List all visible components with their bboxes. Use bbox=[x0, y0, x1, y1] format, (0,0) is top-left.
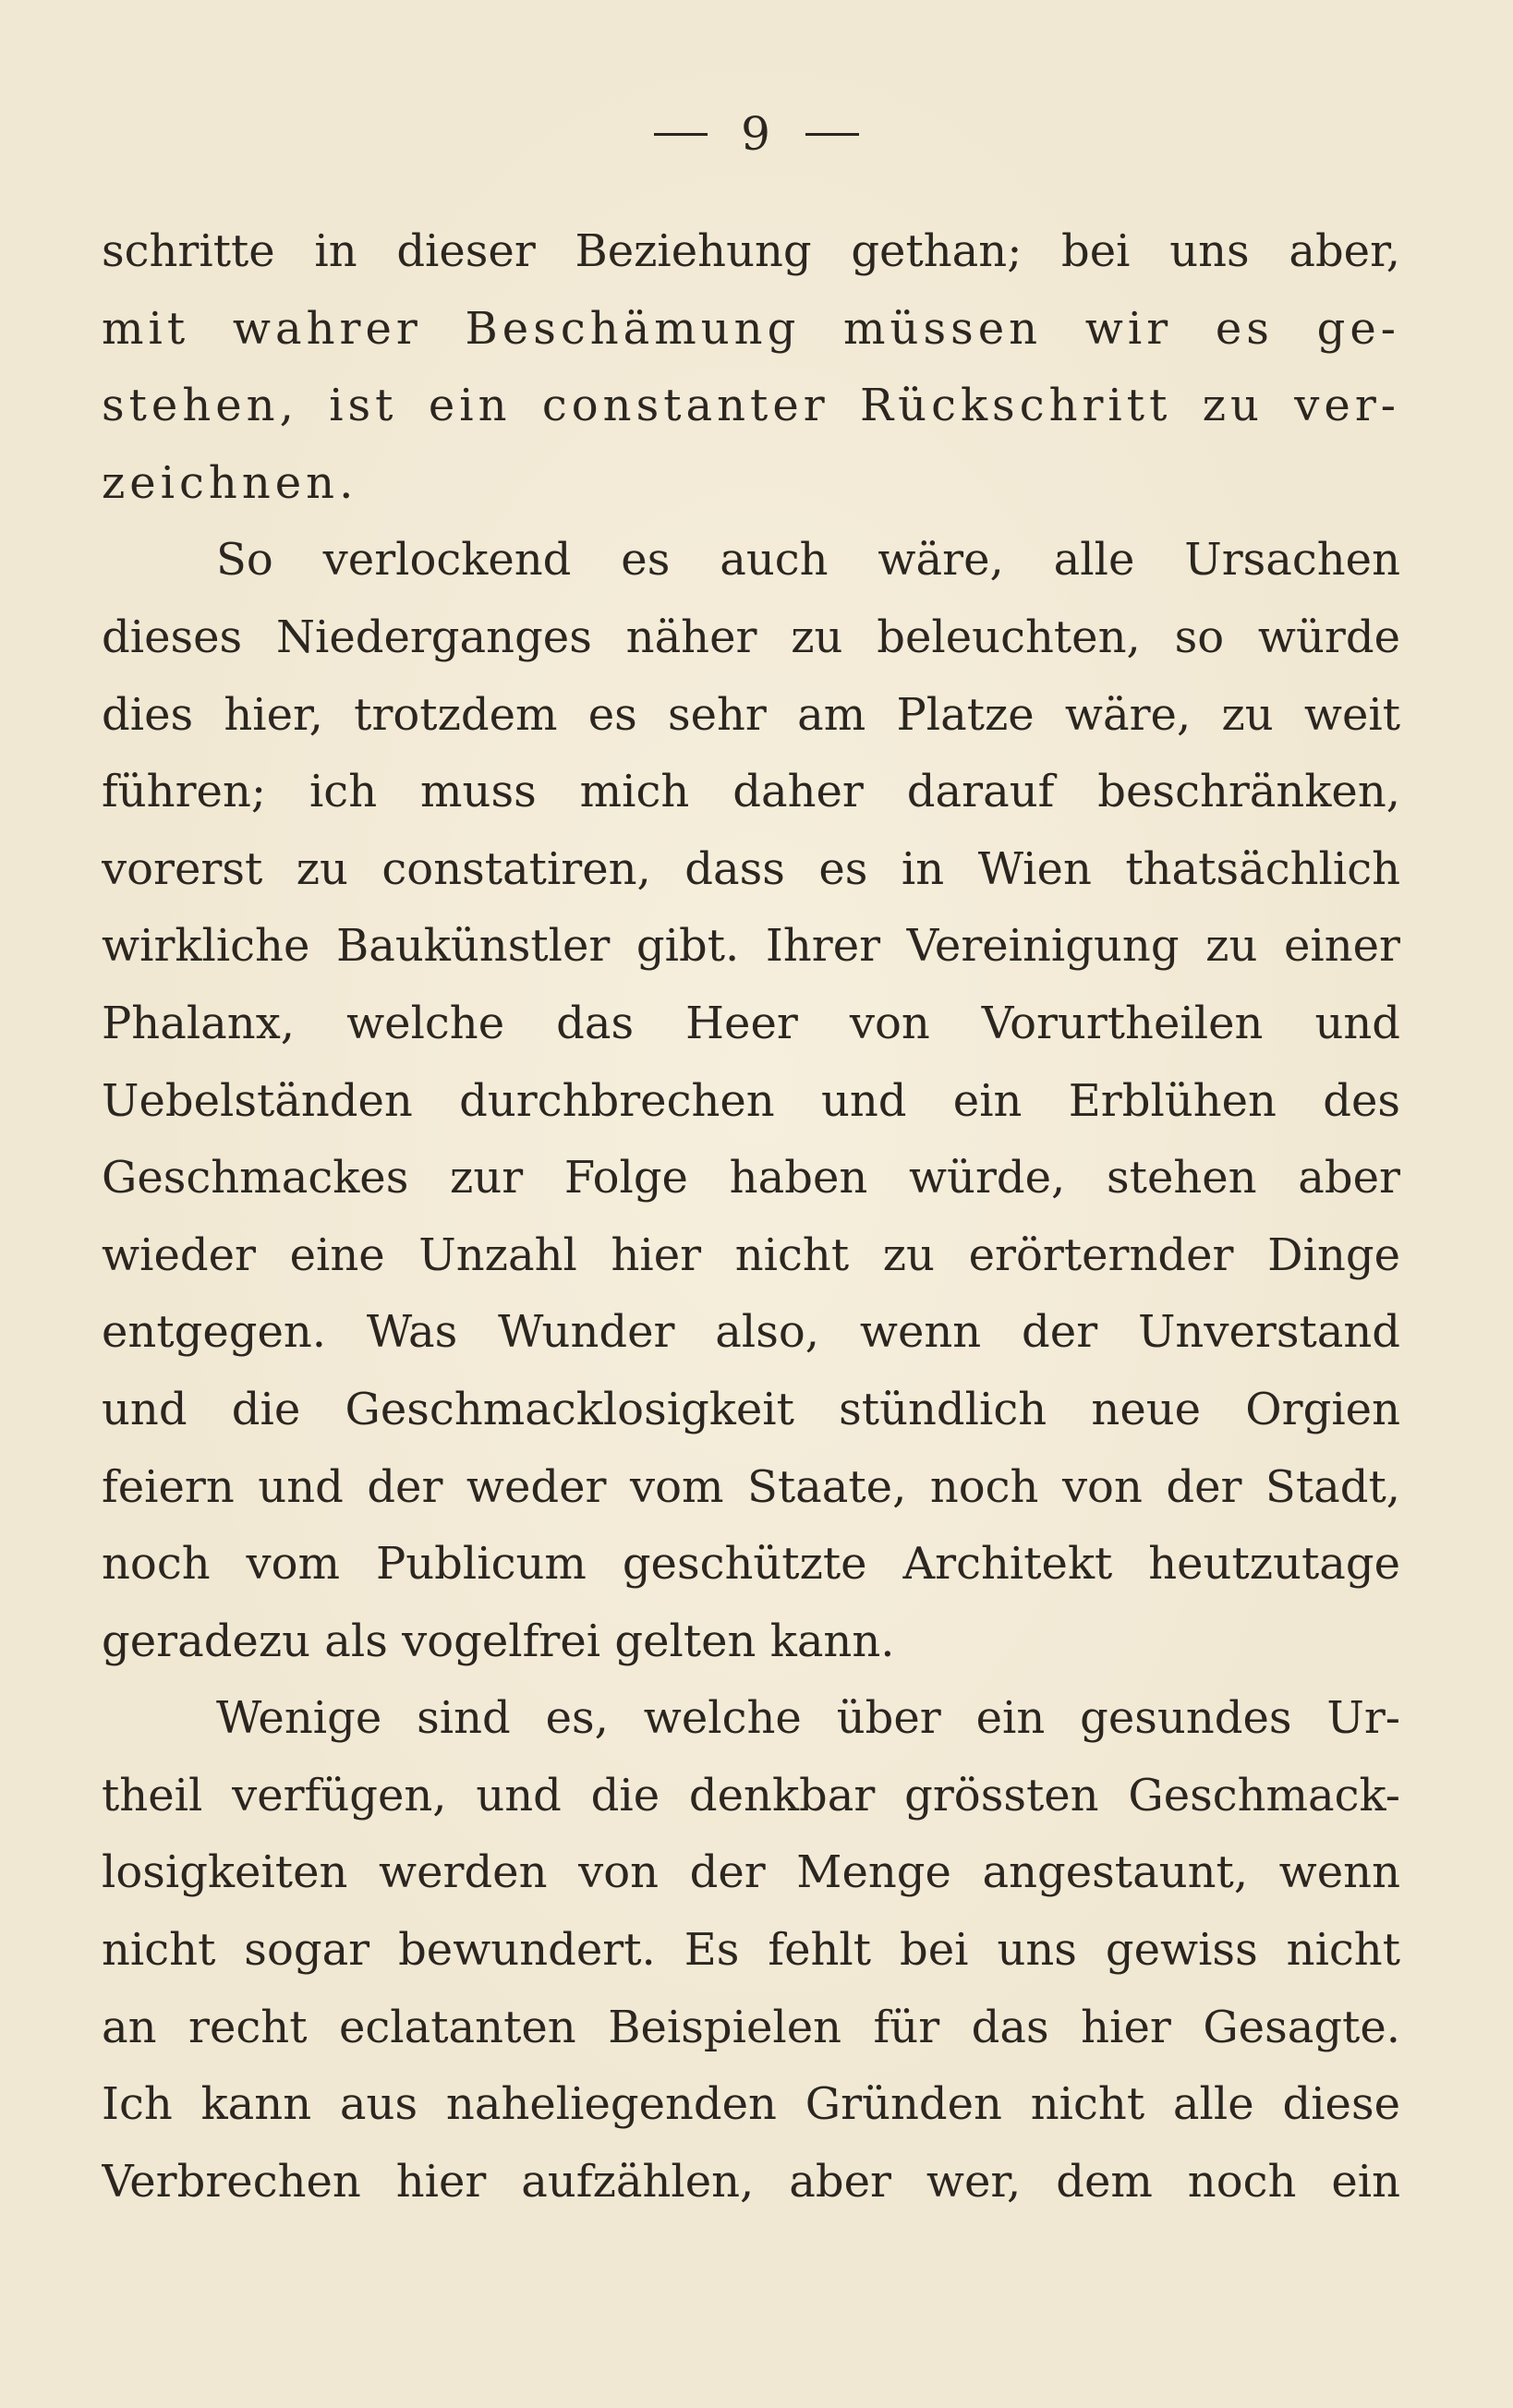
header-dash-left bbox=[654, 133, 708, 136]
header-dash-right bbox=[805, 133, 859, 136]
text-line: So verlockend es auch wäre, alle Ursachen bbox=[216, 534, 1400, 587]
text-line: noch vom Publicum geschützte Architekt heutzutage bbox=[102, 1538, 1400, 1591]
text-line: führen; ich muss mich daher darauf beschränken, bbox=[102, 766, 1400, 818]
text-line: mit wahrer Beschämung müssen wir es ge- bbox=[102, 302, 1400, 355]
text-line: Verbrechen hier aufzählen, aber wer, dem noch ein bbox=[102, 2155, 1400, 2208]
body-text bbox=[102, 213, 1400, 2220]
text-line: stehen, ist ein constanter Rückschritt zu ver- bbox=[102, 380, 1400, 432]
text-line: theil verfügen, und die denkbar grössten Geschmack- bbox=[102, 1769, 1400, 1821]
text-line: geradezu als vogelfrei gelten kann. bbox=[102, 1615, 895, 1667]
text-line: losigkeiten werden von der Menge angestaunt, wenn bbox=[102, 1846, 1400, 1899]
text-line: dieses Niederganges näher zu beleuchten, so würde bbox=[102, 611, 1400, 663]
text-line: und die Geschmacklosigkeit stündlich neue Orgien bbox=[102, 1383, 1400, 1435]
text-line: nicht sogar bewundert. Es fehlt bei uns gewiss nicht bbox=[102, 1924, 1400, 1977]
text-line: zeichnen. bbox=[102, 456, 358, 509]
text-line: an recht eclatanten Beispielen für das hier Gesagte. bbox=[102, 2001, 1400, 2053]
text-line: Ich kann aus naheliegenden Gründen nicht alle diese bbox=[102, 2078, 1400, 2131]
page-header bbox=[0, 106, 1513, 162]
text-line: wieder eine Unzahl hier nicht zu erörternder Dinge bbox=[102, 1228, 1400, 1281]
text-line: dies hier, trotzdem es sehr am Platze wäre, zu weit bbox=[102, 688, 1400, 741]
text-line: Geschmackes zur Folge haben würde, stehen aber bbox=[102, 1152, 1400, 1204]
page-number: 9 bbox=[741, 107, 772, 161]
text-line: wirkliche Baukünstler gibt. Ihrer Vereinigung zu einer bbox=[102, 920, 1400, 973]
text-line: Phalanx, welche das Heer von Vorurtheilen und bbox=[102, 997, 1400, 1049]
text-line: Uebelständen durchbrechen und ein Erblühen des bbox=[102, 1074, 1400, 1127]
text-line: vorerst zu constatiren, dass es in Wien thatsächlich bbox=[102, 842, 1400, 895]
text-line: schritte in dieser Beziehung gethan; bei uns aber, bbox=[102, 225, 1400, 277]
text-line: Wenige sind es, welche über ein gesundes Ur- bbox=[216, 1692, 1400, 1745]
text-line: entgegen. Was Wunder also, wenn der Unverstand bbox=[102, 1306, 1400, 1359]
text-line: feiern und der weder vom Staate, noch von der Stadt, bbox=[102, 1460, 1400, 1513]
